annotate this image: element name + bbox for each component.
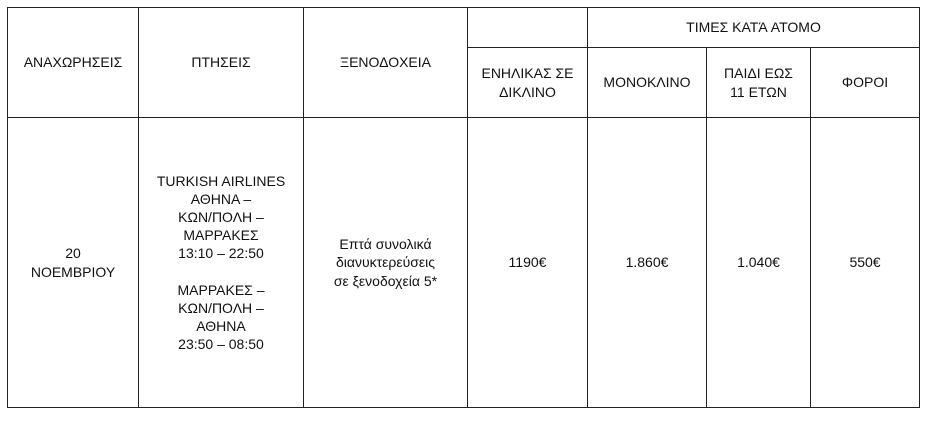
flights-cell [139,118,304,408]
header-child [707,48,811,118]
flight-back-line: ΚΩΝ/ΠΟΛΗ – [178,299,264,316]
header-adult-double-line: ΕΝΗΛΙΚΑΣ ΣΕ [481,65,574,82]
header-child-line: ΠΑΙΔΙ ΕΩΣ [724,65,793,82]
header-empty-cell [468,8,588,48]
header-adult-double [468,48,588,118]
flight-back-line: ΜΑΡΡΑΚΕΣ – [177,281,265,298]
header-prices-per-person: ΤΙΜΕΣ ΚΑΤΆ ΑΤΟΜΟ [588,8,920,48]
flight-back-line: ΑΘΗΝΑ [196,317,246,334]
adult-double-price-cell: 1190€ [468,118,588,408]
price-table [7,7,920,408]
header-row-top [8,8,920,48]
flight-out-line: ΑΘΗΝΑ – [190,190,252,207]
departure-date-line: ΝΟΕΜΒΡΙΟΥ [30,263,116,280]
flight-out-line: ΚΩΝ/ΠΟΛΗ – [178,209,264,226]
header-flights: ΠΤΗΣΕΙΣ [139,8,304,118]
hotel-line: Επτά συνολικά [339,236,432,253]
flight-spacer [145,263,297,281]
child-price-cell: 1.040€ [707,118,811,408]
flight-out-line: 13:10 – 22:50 [178,245,264,262]
flight-back-line: 23:50 – 08:50 [178,336,264,353]
header-single-room: ΜΟΝΟΚΛΙΝΟ [588,48,707,118]
header-child-line: 11 ΕΤΩΝ [730,83,787,100]
departure-date-cell [8,118,139,408]
flight-out-line: TURKISH AIRLINES [156,172,286,189]
header-taxes: ΦΟΡΟΙ [811,48,920,118]
single-price-cell: 1.860€ [588,118,707,408]
taxes-price-cell: 550€ [811,118,920,408]
hotel-cell [304,118,468,408]
hotel-line: σε ξενοδοχεία 5* [333,272,438,289]
table-row [8,118,920,408]
header-departures: ΑΝΑΧΩΡΗΣΕΙΣ [8,8,139,118]
departure-date-line: 20 [65,245,81,262]
flight-out-line: ΜΑΡΡΑΚΕΣ [183,227,259,244]
hotel-line: διανυκτερεύσεις [335,254,436,271]
header-adult-double-line: ΔΙΚΛΙΝΟ [499,83,556,100]
header-hotels: ΞΕΝΟΔΟΧΕΙΑ [304,8,468,118]
